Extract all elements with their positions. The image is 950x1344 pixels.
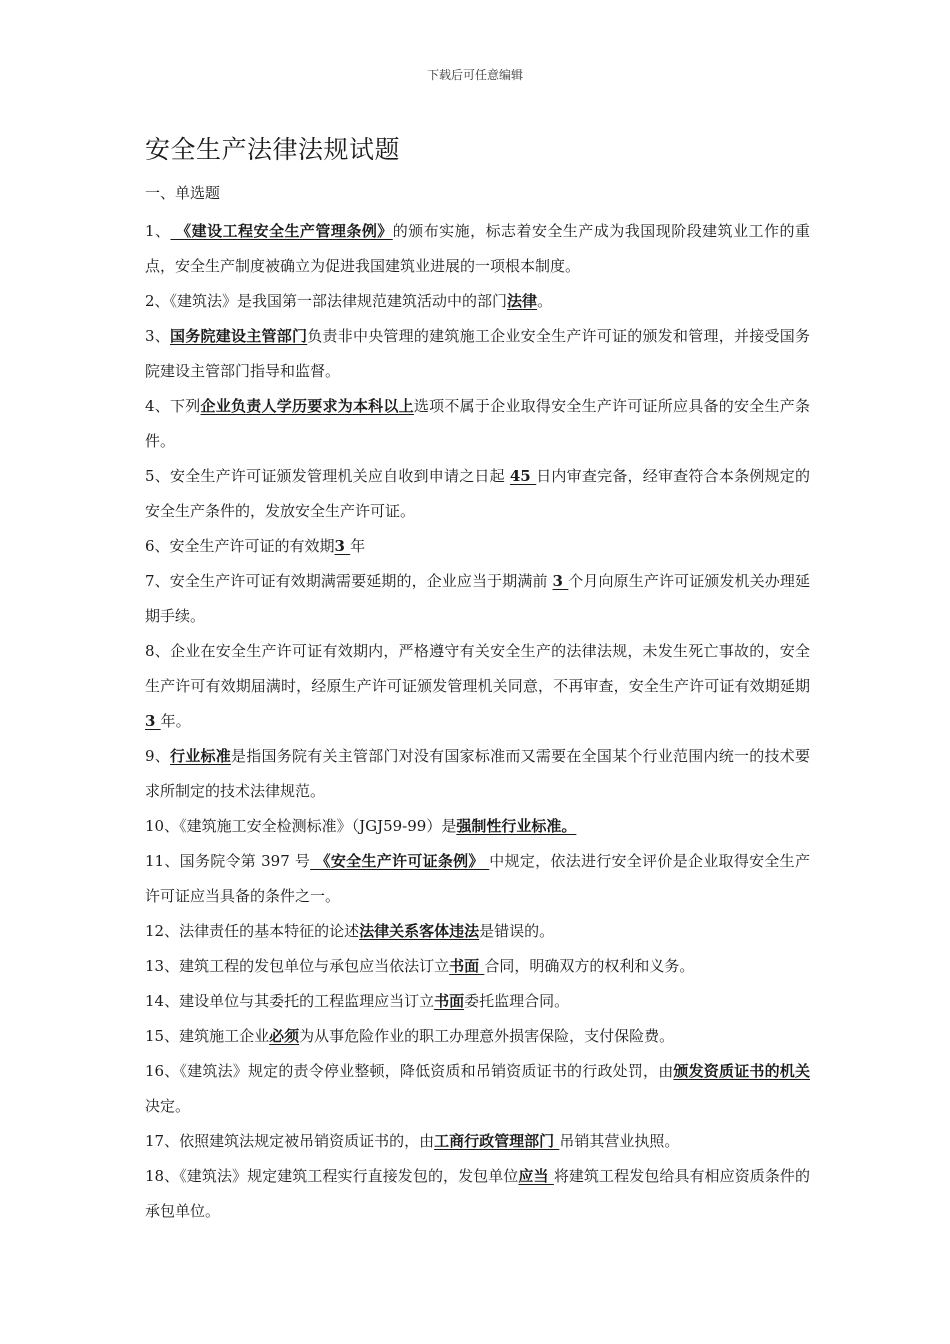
page-header: 下载后可任意编辑 bbox=[426, 68, 523, 82]
answer: 书面 bbox=[434, 992, 465, 1010]
answer: 《安全生产许可证条例》 bbox=[310, 852, 490, 870]
question-4: 4、下列企业负责人学历要求为本科以上选项不属于企业取得安全生产许可证所应具备的安全生产条件。 bbox=[145, 397, 810, 450]
answer: 工商行政管理部门 bbox=[434, 1132, 560, 1150]
question-10: 10、《建筑施工安全检测标准》（JGJ59-99）是强制性行业标准。 bbox=[145, 817, 577, 835]
answer: 强制性行业标准。 bbox=[456, 817, 577, 835]
answer: 颁发资质证书的机关 bbox=[673, 1062, 810, 1080]
question-1: 1、 《建设工程安全生产管理条例》的颁布实施，标志着安全生产成为我国现阶段建筑业工作的重点，安全生产制度被确立为促进我国建筑业进展的一项根本制度。 bbox=[145, 222, 810, 275]
question-3: 3、国务院建设主管部门负责非中央管理的建筑施工企业安全生产许可证的颁发和管理，并接受国务院建设主管部门指导和监督。 bbox=[145, 327, 810, 380]
answer: 法律关系客体违法 bbox=[359, 922, 480, 940]
answer: 行业标准 bbox=[170, 747, 232, 765]
question-17: 17、依照建筑法规定被吊销资质证书的，由工商行政管理部门 吊销其营业执照。 bbox=[145, 1132, 680, 1150]
answer: 《建设工程安全生产管理条例》 bbox=[170, 222, 393, 240]
question-7: 7、安全生产许可证有效期满需要延期的，企业应当于期满前 3 个月向原生产许可证颁发机关办理延期手续。 bbox=[145, 572, 810, 625]
answer: 45 bbox=[509, 467, 537, 485]
question-5: 5、安全生产许可证颁发管理机关应自收到申请之日起 45 日内审查完备，经审查符合本条例规定的安全生产条件的，发放安全生产许可证。 bbox=[145, 467, 810, 520]
question-8: 8、企业在安全生产许可证有效期内，严格遵守有关安全生产的法律法规，未发生死亡事故的，安全生产许可有效期届满时，经原生产许可证颁发管理机关同意，不再审查，安全生产许可证有效期延期3 年。 bbox=[145, 642, 810, 730]
answer: 法律 bbox=[507, 292, 538, 310]
document-title: 安全生产法律法规试题 bbox=[145, 135, 401, 164]
question-12: 12、法律责任的基本特征的论述法律关系客体违法是错误的。 bbox=[145, 922, 555, 940]
question-15: 15、建筑施工企业必须为从事危险作业的职工办理意外损害保险，支付保险费。 bbox=[145, 1027, 675, 1045]
answer: 书面 bbox=[449, 957, 485, 975]
document-body bbox=[145, 128, 810, 1229]
section-heading: 一、单选题 bbox=[145, 184, 221, 202]
answer: 3 bbox=[334, 537, 351, 555]
question-14: 14、建设单位与其委托的工程监理应当订立书面委托监理合同。 bbox=[145, 992, 570, 1010]
question-11: 11、国务院令第 397 号 《安全生产许可证条例》 中规定，依法进行安全评价是企业取得安全生产许可证应当具备的条件之一。 bbox=[145, 852, 810, 905]
question-6: 6、安全生产许可证的有效期3 年 bbox=[145, 537, 366, 555]
answer: 3 bbox=[145, 712, 161, 730]
answer: 国务院建设主管部门 bbox=[170, 327, 308, 345]
answer: 应当 bbox=[518, 1167, 554, 1185]
answer: 必须 bbox=[269, 1027, 300, 1045]
question-9: 9、行业标准是指国务院有关主管部门对没有国家标准而又需要在全国某个行业范围内统一的技术要求所制定的技术法律规范。 bbox=[145, 747, 810, 800]
question-16: 16、《建筑法》规定的责令停业整顿，降低资质和吊销资质证书的行政处罚，由颁发资质证书的机关决定。 bbox=[145, 1062, 810, 1115]
answer: 3 bbox=[552, 572, 569, 590]
question-2: 2、《建筑法》是我国第一部法律规范建筑活动中的部门法律。 bbox=[145, 292, 553, 310]
question-13: 13、建筑工程的发包单位与承包应当依法订立书面 合同，明确双方的权利和义务。 bbox=[145, 957, 695, 975]
answer: 企业负责人学历要求为本科以上 bbox=[200, 397, 414, 415]
question-18: 18、《建筑法》规定建筑工程实行直接发包的，发包单位应当 将建筑工程发包给具有相应资质条件的承包单位。 bbox=[145, 1167, 810, 1220]
